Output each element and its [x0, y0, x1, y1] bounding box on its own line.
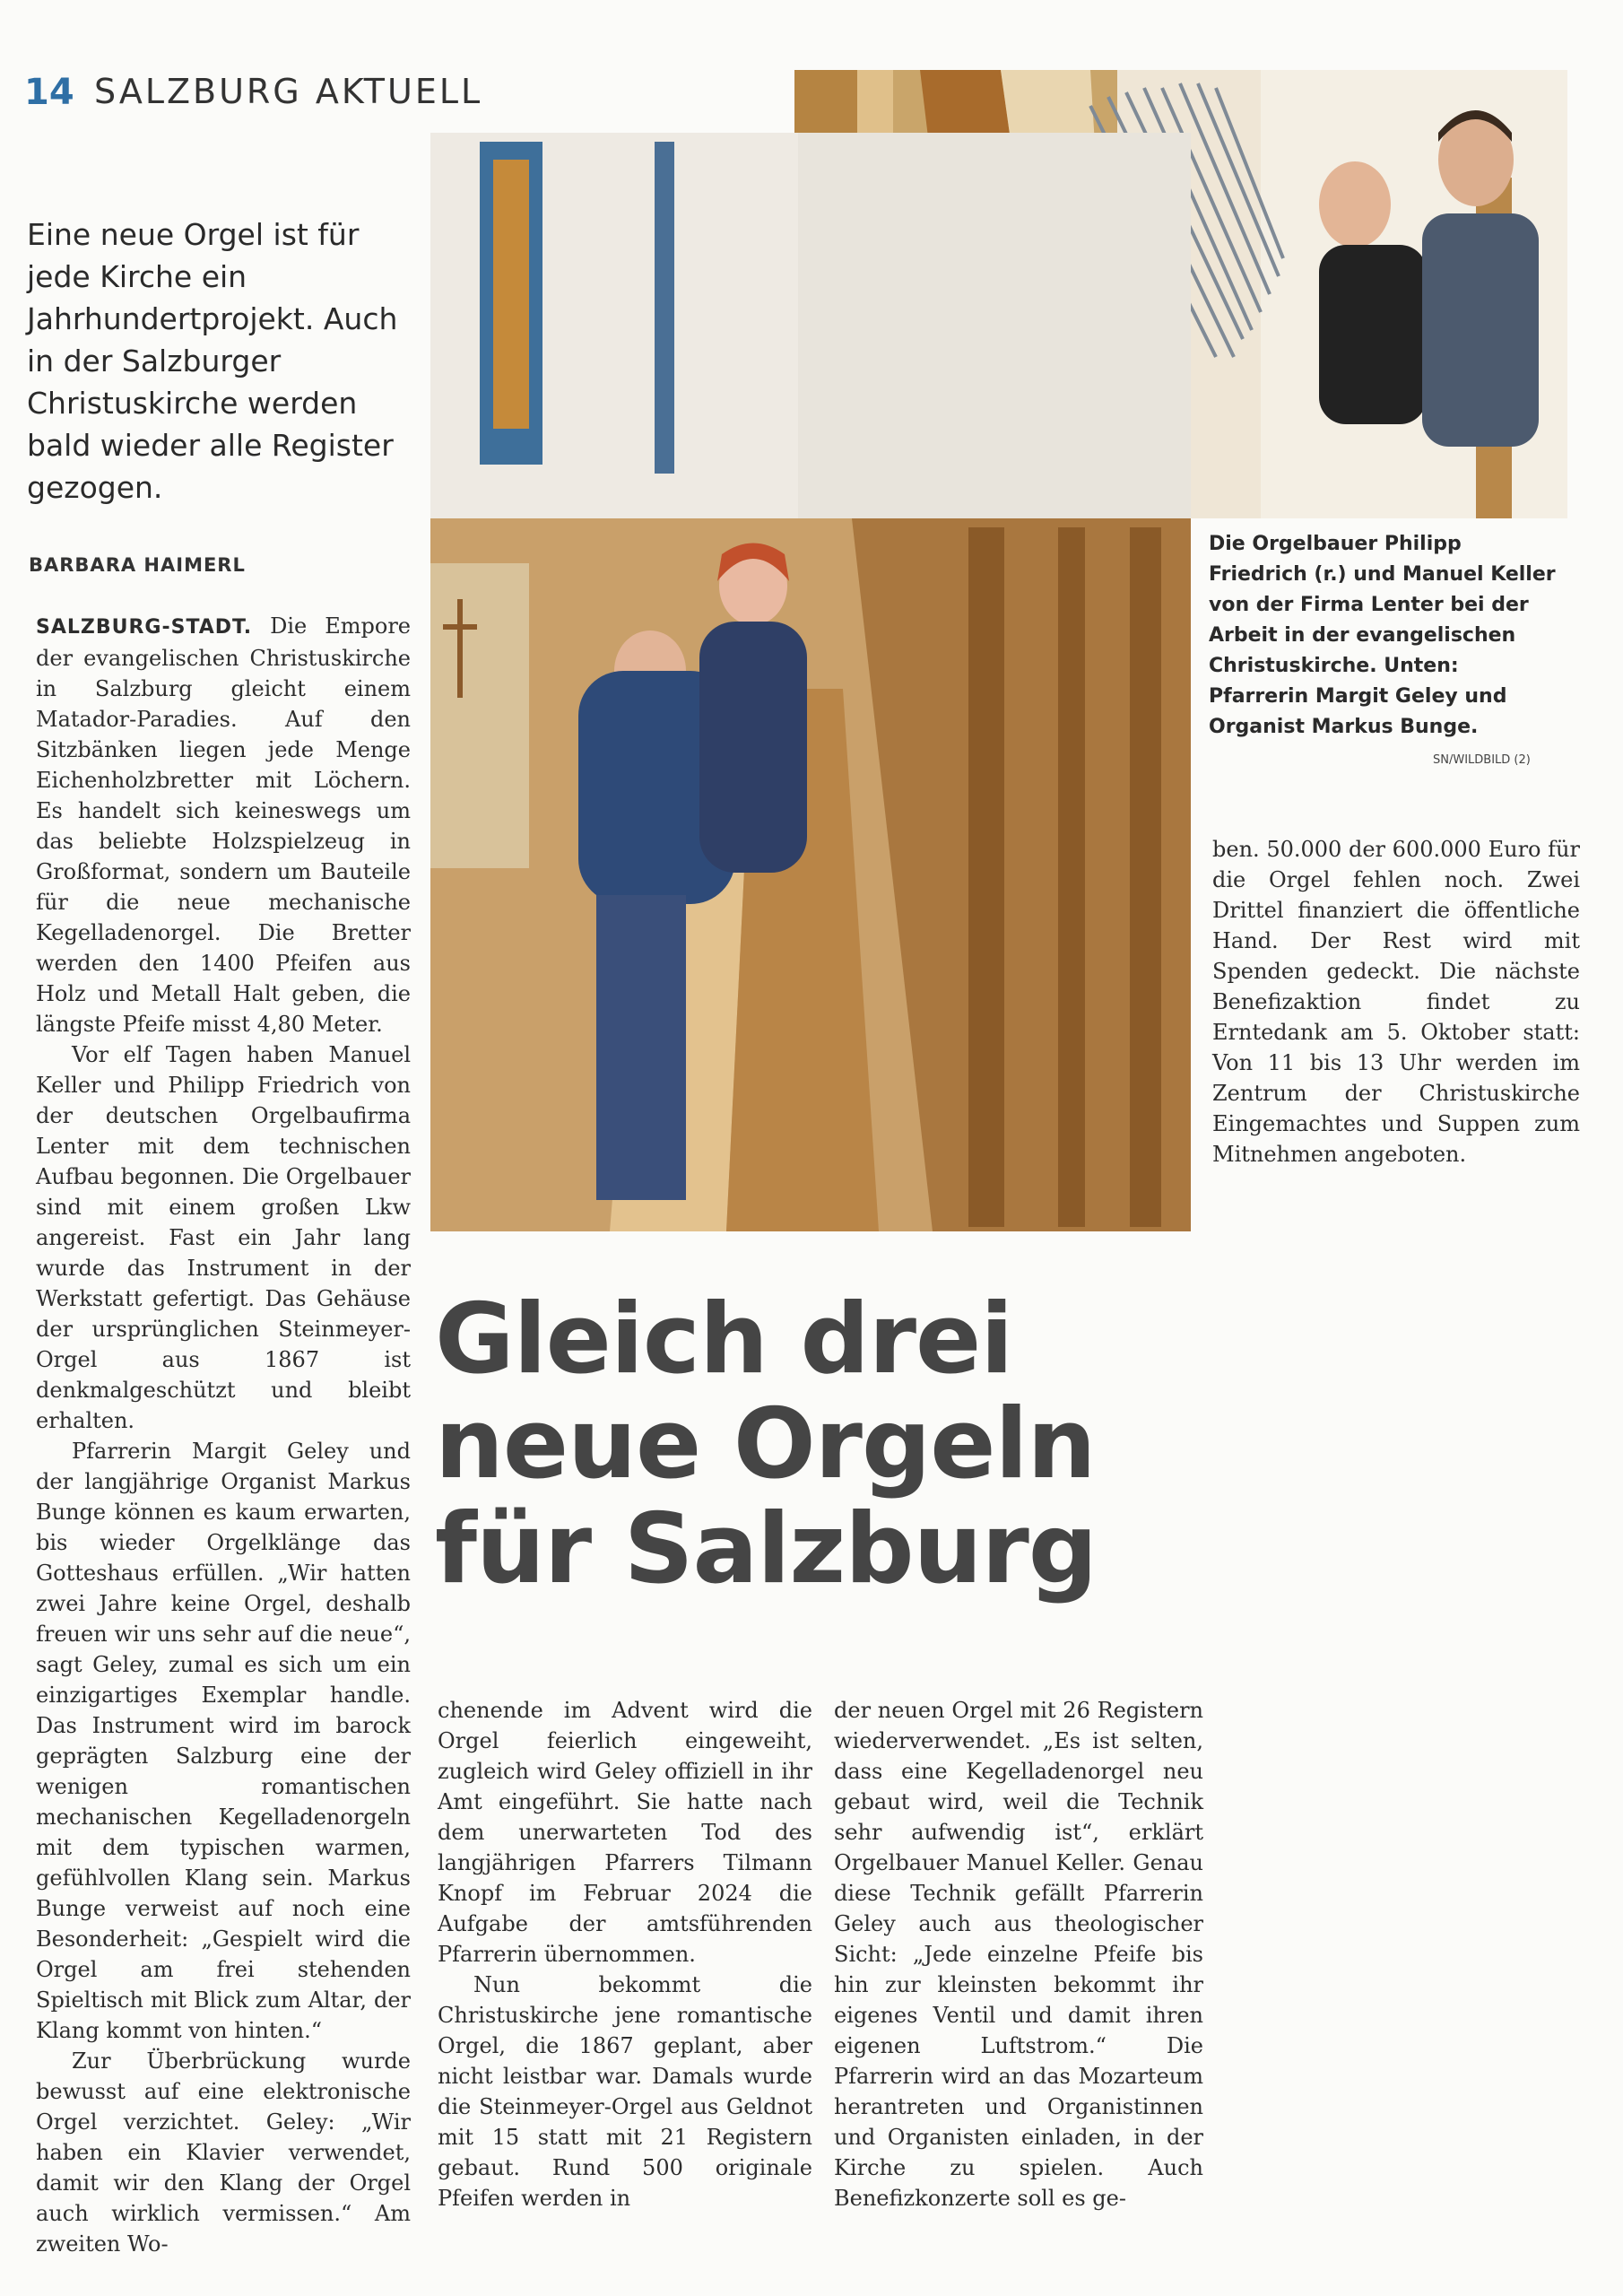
paragraph: chenende im Advent wird die Orgel feierlich eingeweiht, zugleich wird Geley offiziell in ihr Amt eingeführt. Sie hatte nach dem unerwarteten Tod des langjährigen Pfarrers Tilmann Knopf im Februar 2024 die Aufgabe der amtsführenden Pfarrerin übernommen.	[438, 1698, 812, 1967]
intro-text: Eine neue Orgel ist für jede Kirche ein Jahrhundertprojekt. Auch in der Salzburger Christuskirche werden bald wieder alle Register gezogen.	[27, 217, 398, 505]
article-column-2	[438, 1695, 812, 2213]
dateline: SALZBURG-STADT.	[36, 616, 253, 639]
paragraph: Zur Überbrückung wurde bewusst auf eine elektronische Orgel verzichtet. Geley: „Wir haben ein Klavier verwendet, damit wir den Klang der Orgel auch wirklich vermissen.“ Am zweiten Wo-	[36, 2048, 411, 2257]
photo-credit: SN/WILDBILD (2)	[1433, 753, 1531, 767]
photo-pastor-organist	[430, 133, 1191, 1231]
paragraph: Pfarrerin Margit Geley und der langjährige Organist Markus Bunge können es kaum erwarten, bis wieder Orgelklänge das Gotteshaus erfüllen. „Wir hatten zwei Jahre keine Orgel, deshalb freuen wir uns sehr auf die neue“, sagt Geley, zumal es sich um ein einzigartiges Exemplar handle. Das Instrument wird im barock geprägten Salzburg eine der wenigen romantischen mechanischen Kegelladenorgeln mit dem typischen warmen, gefühlvollen Klang sein. Markus Bunge verweist auf noch eine Besonderheit: „Gespielt wird die Orgel am frei stehenden Spieltisch mit Blick zum Altar, der Klang kommt von hinten.“	[36, 1439, 411, 2043]
photo-caption: Die Orgelbauer Philipp Friedrich (r.) und Manuel Keller von der Firma Lenter bei der Arbeit in der evangelischen Christuskirche. Unten: Pfarrerin Margit Geley und Organist Markus Bunge.	[1209, 533, 1556, 738]
paragraph: Vor elf Tagen haben Manuel Keller und Philipp Friedrich von der deutschen Orgelbaufirma Lenter mit dem technischen Aufbau begonnen. Die Orgelbauer sind mit einem großen Lkw angereist. Fast ein Jahr lang wurde das Instrument in der Werkstatt gefertigt. Das Gehäuse der ursprünglichen Steinmeyer-Orgel aus 1867 ist denkmalgeschützt und bleibt erhalten.	[36, 1042, 411, 1433]
paragraph: Nun bekommt die Christuskirche jene romantische Orgel, die 1867 geplant, aber nicht leistbar war. Damals wurde die Steinmeyer-Orgel aus Geldnot mit 15 statt mit 21 Registern gebaut. Rund 500 originale Pfeifen werden in	[438, 1972, 812, 2211]
section-title: SALZBURG AKTUELL	[94, 72, 483, 111]
article-column-3	[834, 1695, 1203, 2213]
article-column-4	[1212, 834, 1580, 1170]
headline-line: neue Orgeln	[435, 1388, 1096, 1500]
headline	[435, 1283, 1206, 1605]
article-column-1	[36, 611, 411, 2259]
page-number: 14	[24, 72, 74, 113]
paragraph: der neuen Orgel mit 26 Registern wiederverwendet. „Es ist selten, dass eine Kegelladenorgel neu gebaut wird, weil die Technik sehr aufwendig ist“, erklärt Orgelbauer Manuel Keller. Genau diese Technik gefällt Pfarrerin Geley auch aus theologischer Sicht: „Jede einzelne Pfeife bis hin zur kleinsten bekommt ihr eigenes Ventil und damit ihren eigenen Luftstrom.“ Die Pfarrerin wird an das Mozarteum herantreten und Organistinnen und Organisten einladen, in der Kirche zu spielen. Auch Benefizkonzerte soll es ge-	[834, 1698, 1203, 2211]
author-byline: BARBARA HAIMERL	[29, 554, 246, 576]
headline-line: Gleich drei	[435, 1283, 1013, 1396]
paragraph: SALZBURG-STADT. Die Empore der evangelischen Christuskirche in Salzburg gleicht einem Matador-Paradies. Auf den Sitzbänken liegen jede Menge Eichenholzbretter mit Löchern. Es handelt sich keineswegs um das beliebte Holzspielzeug in Großformat, sondern um Bauteile für die neue mechanische Kegelladenorgel. Die Bretter werden den 1400 Pfeifen aus Holz und Metall Halt geben, die längste Pfeife misst 4,80 Meter.	[36, 613, 411, 1037]
paragraph: ben. 50.000 der 600.000 Euro für die Orgel fehlen noch. Zwei Drittel finanziert die öffentliche Hand. Der Rest wird mit Spenden gedeckt. Die nächste Benefizaktion findet zu Erntedank am 5. Oktober statt: Von 11 bis 13 Uhr werden im Zentrum der Christuskirche Eingemachtes und Suppen zum Mitnehmen angeboten.	[1212, 837, 1580, 1167]
headline-line: für Salzburg	[435, 1493, 1098, 1605]
